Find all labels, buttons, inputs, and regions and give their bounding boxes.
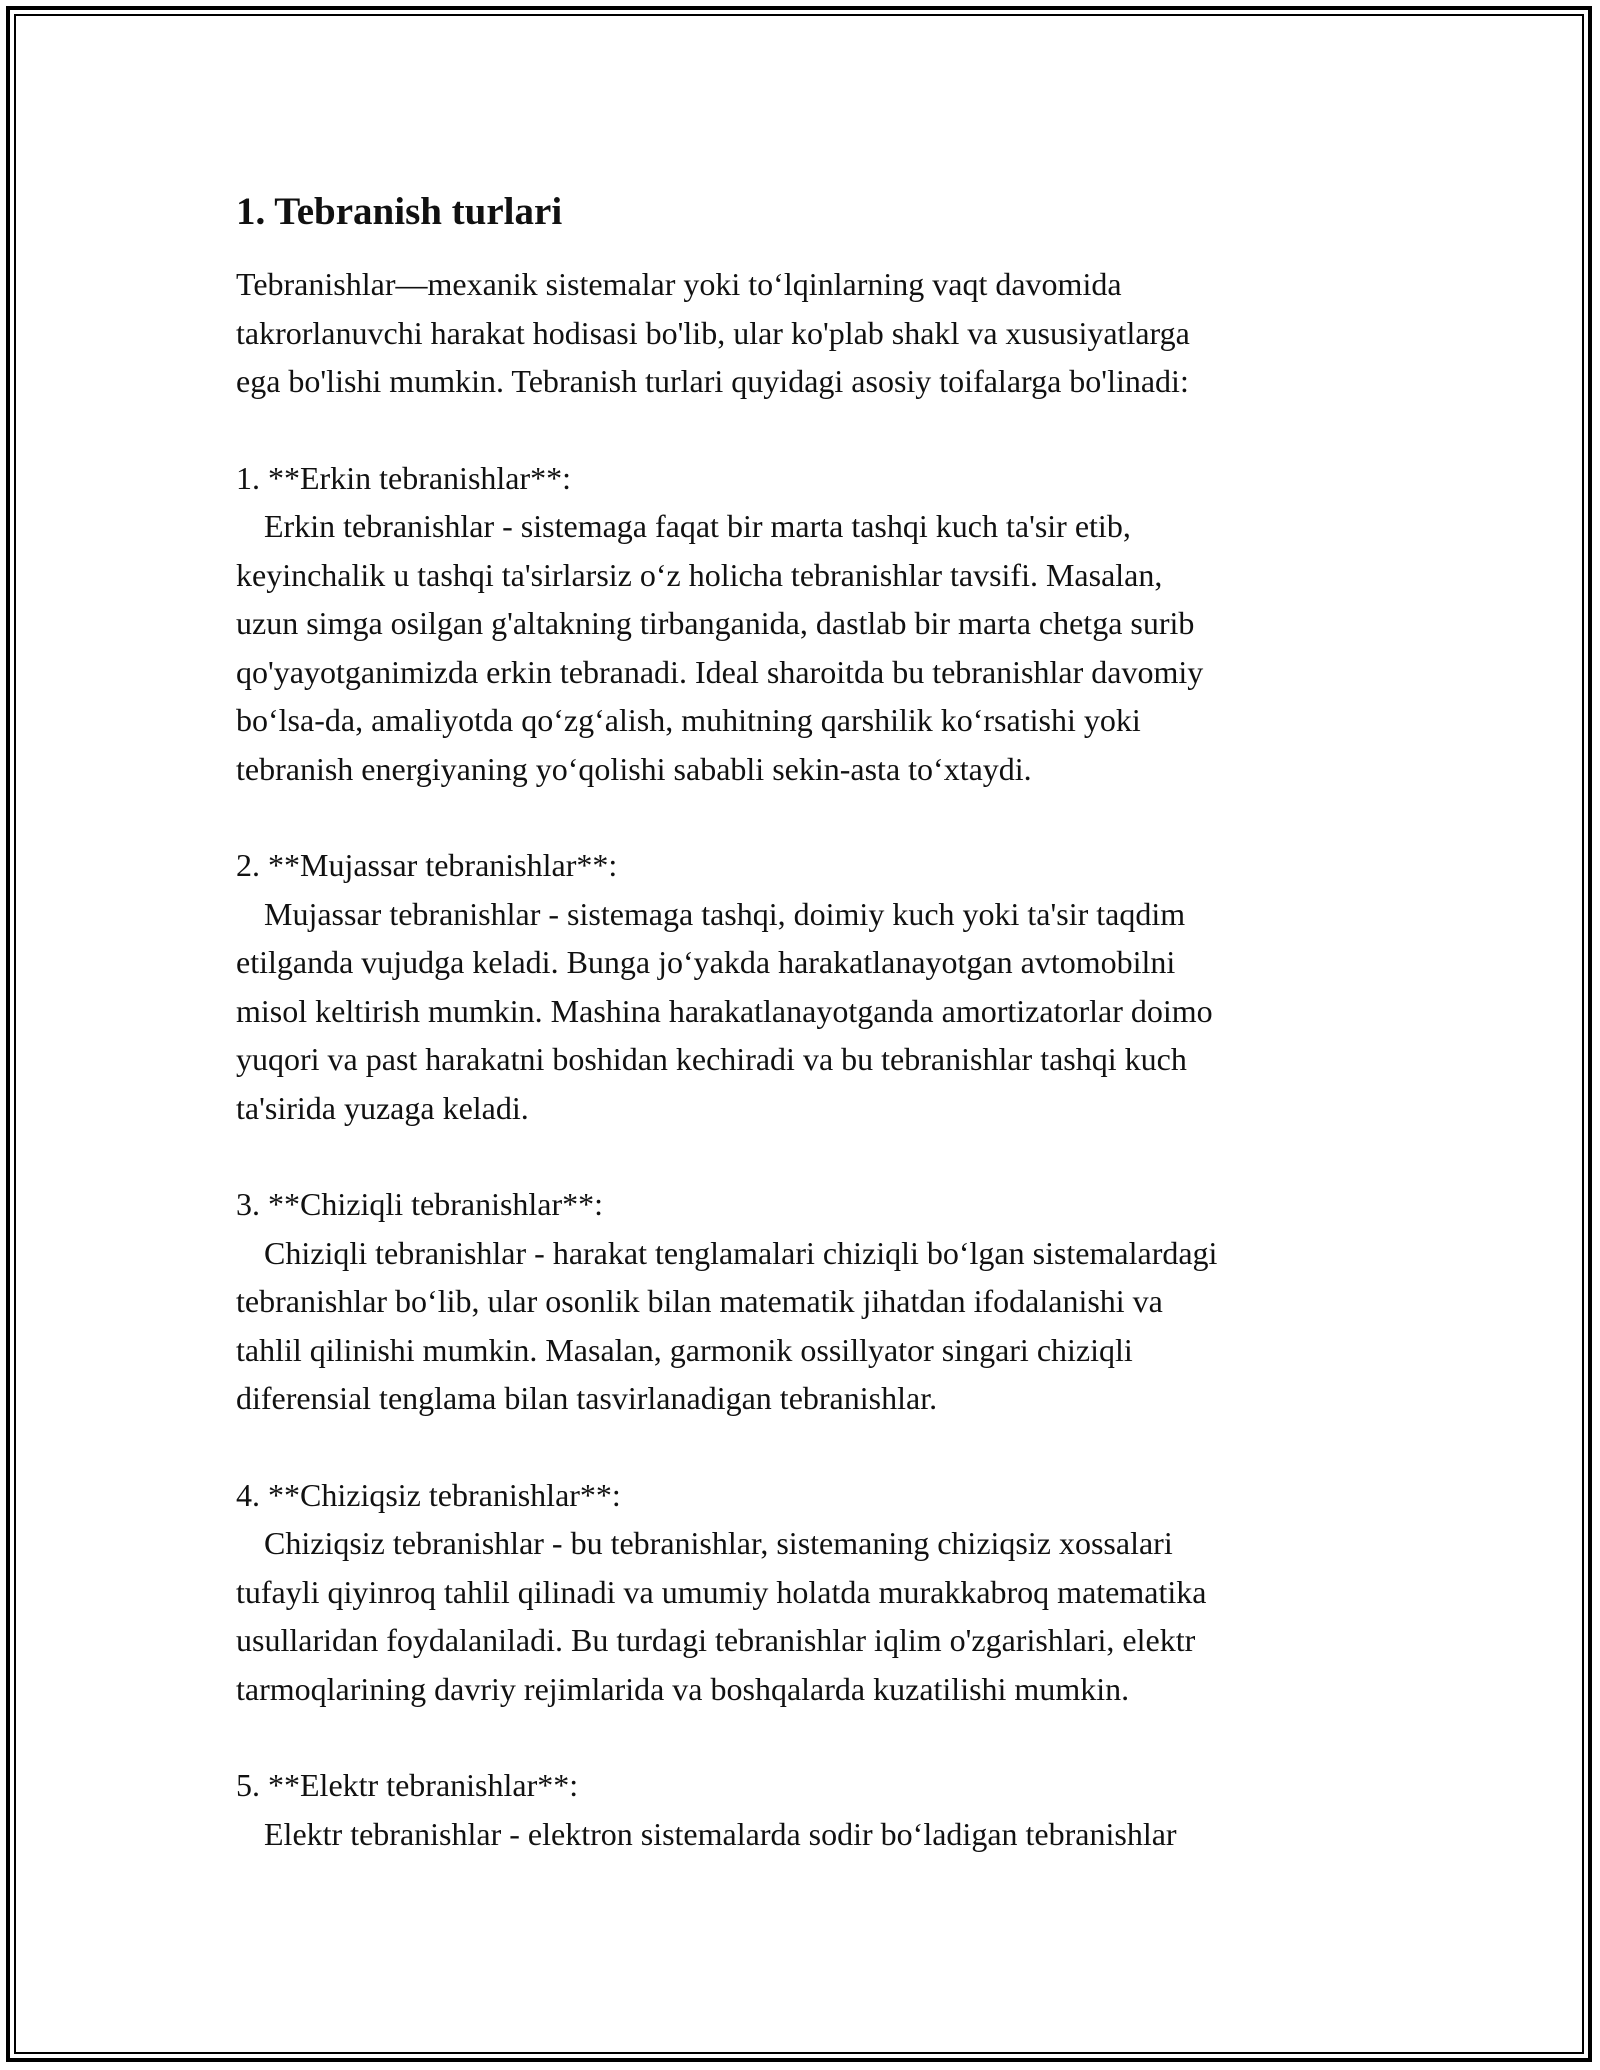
section-line: keyinchalik u tashqi ta'sirlarsiz o‘z holicha tebranishlar tavsifi. Masalan, xyxy=(236,556,1163,593)
section-line: etilganda vujudga keladi. Bunga jo‘yakda harakatlanayotgan avtomobilni xyxy=(236,944,1176,980)
section-line: Elektr tebranishlar - elektron sistemalarda sodir bo‘ladigan tebranishlar xyxy=(264,1815,1177,1852)
section-line: diferensial tenglama bilan tasvirlanadigan tebranishlar. xyxy=(236,1380,938,1416)
section-line: ta'sirida yuzaga keladi. xyxy=(236,1089,529,1126)
section-elektr xyxy=(236,1761,1376,1858)
document-body xyxy=(236,184,1376,1906)
section-heading: 4. **Chiziqsiz tebranishlar**: xyxy=(236,1476,621,1513)
section-heading: 2. **Mujassar tebranishlar**: xyxy=(236,847,618,883)
section-line: Chiziqsiz tebranishlar - bu tebranishlar, sistemaning chiziqsiz xossalari xyxy=(264,1525,1173,1561)
section-chiziqsiz xyxy=(236,1471,1376,1714)
section-line: tahlil qilinishi mumkin. Masalan, garmonik ossillyator singari chiziqli xyxy=(236,1331,1133,1368)
section-line: bo‘lsa-da, amaliyotda qo‘zg‘alish, muhitning qarshilik ko‘rsatishi yoki xyxy=(236,702,1141,738)
section-line: uzun simga osilgan g'altakning tirbanganida, dastlab bir marta chetga surib xyxy=(236,605,1195,641)
section-line: misol keltirish mumkin. Mashina harakatlanayotganda amortizatorlar doimo xyxy=(236,992,1213,1029)
section-line: tarmoqlarining davriy rejimlarida va boshqalarda kuzatilishi mumkin. xyxy=(236,1670,1130,1707)
section-erkin xyxy=(236,454,1376,794)
section-line: tufayli qiyinroq tahlil qilinadi va umumiy holatda murakkabroq matematika xyxy=(236,1573,1207,1610)
section-line: Chiziqli tebranishlar - harakat tenglamalari chiziqli bo‘lgan sistemalardagi xyxy=(264,1234,1218,1271)
intro-paragraph xyxy=(236,260,1376,406)
intro-line: Tebranishlar—mexanik sistemalar yoki to‘lqinlarning vaqt davomida xyxy=(236,266,1122,302)
section-heading: 5. **Elektr tebranishlar**: xyxy=(236,1767,579,1803)
section-line: yuqori va past harakatni boshidan kechiradi va bu tebranishlar tashqi kuch xyxy=(236,1041,1187,1077)
section-chiziqli xyxy=(236,1180,1376,1423)
section-line: qo'yayotganimizda erkin tebranadi. Ideal sharoitda bu tebranishlar davomiy xyxy=(236,653,1204,690)
section-line: usullaridan foydalaniladi. Bu turdagi tebranishlar iqlim o'zgarishlari, elektr xyxy=(236,1622,1196,1658)
section-line: Mujassar tebranishlar - sistemaga tashqi, doimiy kuch yoki ta'sir taqdim xyxy=(264,895,1186,932)
intro-line: takrorlanuvchi harakat hodisasi bo'lib, ular ko'plab shakl va xususiyatlarga xyxy=(236,314,1190,351)
section-heading: 1. **Erkin tebranishlar**: xyxy=(236,459,572,496)
section-line: tebranish energiyaning yo‘qolishi sababli sekin-asta to‘xtaydi. xyxy=(236,750,1032,787)
section-line: tebranishlar bo‘lib, ular osonlik bilan matematik jihatdan ifodalanishi va xyxy=(236,1283,1163,1319)
page-title: 1. Tebranish turlari xyxy=(236,190,563,233)
intro-line: ega bo'lishi mumkin. Tebranish turlari quyidagi asosiy toifalarga bo'linadi: xyxy=(236,363,1189,399)
section-heading: 3. **Chiziqli tebranishlar**: xyxy=(236,1186,604,1222)
section-mujassar xyxy=(236,841,1376,1132)
section-line: Erkin tebranishlar - sistemaga faqat bir marta tashqi kuch ta'sir etib, xyxy=(264,508,1131,544)
